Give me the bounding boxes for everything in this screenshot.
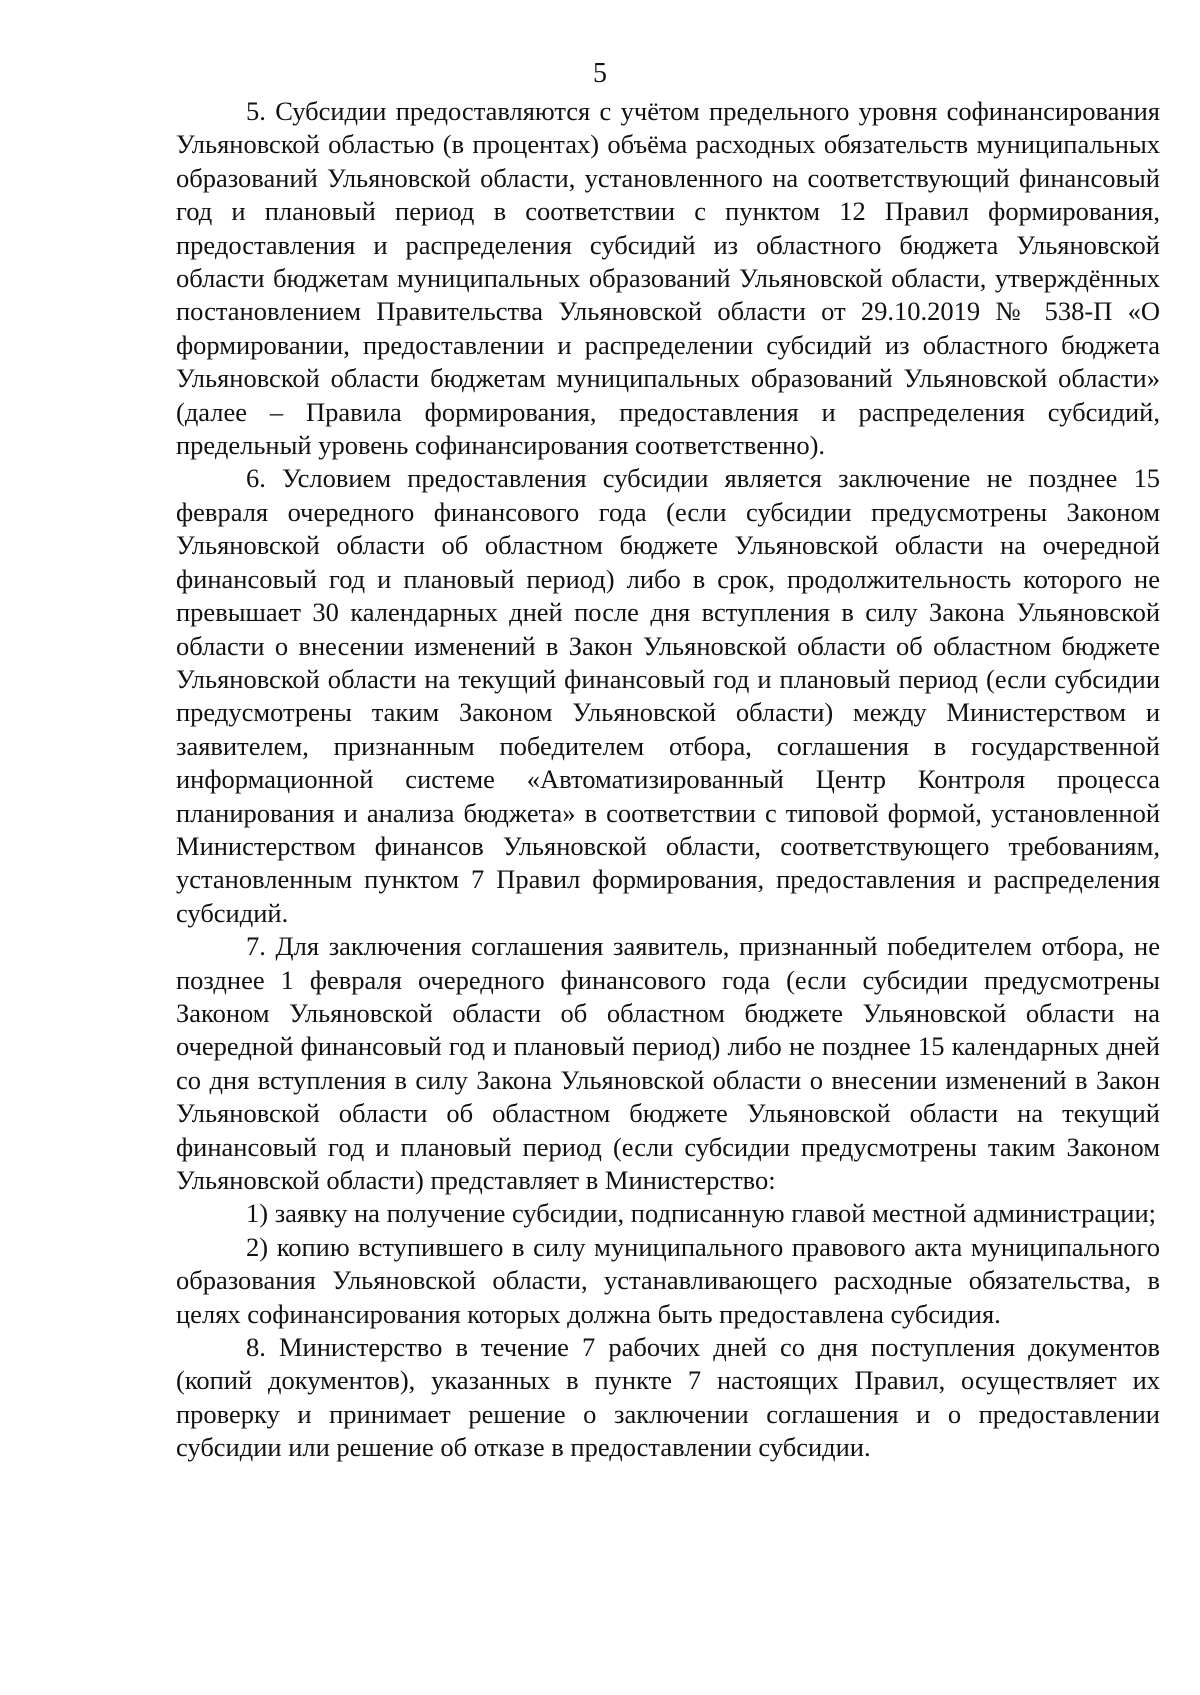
paragraph-6: 6. Условием предоставления субсидии является заключение не позднее 15 февраля очередного финансового года (если субсидии предусмотрены Законом Ульяновской области об областном бюджете Ульяновской области на очередной финансовый год и плановый период) либо в срок, продолжительность которого не превышает 30 календарных дней после дня вступления в силу Закона Ульяновской области о внесении изменений в Закон Ульяновской области об областном бюджете Ульяновской области на текущий финансовый год и плановый период (если субсидии предусмотрены таким Законом Ульяновской области) между Министерством и заявителем, признанным победителем отбора, соглашения в государственной информационной системе «Автоматизированный Центр Контроля процесса планирования и анализа бюджета» в соответствии с типовой формой, установленной Министерством финансов Ульяновской области, соответствующего требованиям, установленным пунктом 7 Правил формирования, предоставления и распределения субсидий.: [176, 463, 1160, 928]
list-item-2: 2) копию вступившего в силу муниципального правового акта муниципального образования Ульяновской области, устанавливающего расходные обязательства, в целях софинансирования которых должна быть предоставлена субсидия.: [176, 1231, 1160, 1329]
paragraph-5: 5. Субсидии предоставляются с учётом предельного уровня софинансирования Ульяновской областью (в процентах) объёма расходных обязательств муниципальных образований Ульяновской области, установленного на соответствующий финансовый год и плановый период в соответствии с пунктом 12 Правил формирования, предоставления и распределения субсидий из областного бюджета Ульяновской области бюджетам муниципальных образований Ульяновской области, утверждённых постановлением Правительства Ульяновской области от 29.10.2019 № 538-П «О формировании, предоставлении и распределении субсидий из областного бюджета Ульяновской области бюджетам муниципальных образований Ульяновской области» (далее – Правила формирования, предоставления и распределения субсидий, предельный уровень софинансирования соответственно).: [176, 96, 1160, 461]
page-number: 5: [593, 58, 607, 89]
paragraph-7: 7. Для заключения соглашения заявитель, признанный победителем отбора, не позднее 1 февраля очередного финансового года (если субсидии предусмотрены Законом Ульяновской области об областном бюджете Ульяновской области на очередной финансовый год и плановый период) либо не позднее 15 календарных дней со дня вступления в силу Закона Ульяновской области о внесении изменений в Закон Ульяновской области об областном бюджете Ульяновской области на текущий финансовый год и плановый период (если субсидии предусмотрены таким Законом Ульяновской области) представляет в Министерство:: [176, 931, 1160, 1195]
paragraph-8: 8. Министерство в течение 7 рабочих дней со дня поступления документов (копий документов), указанных в пункте 7 настоящих Правил, осуществляет их проверку и принимает решение о заключении соглашения и о предоставлении субсидии или решение об отказе в предоставлении субсидии.: [176, 1332, 1160, 1463]
list-item-1: 1) заявку на получение субсидии, подписанную главой местной администрации;: [246, 1198, 1157, 1229]
document-body: [176, 95, 1160, 1465]
